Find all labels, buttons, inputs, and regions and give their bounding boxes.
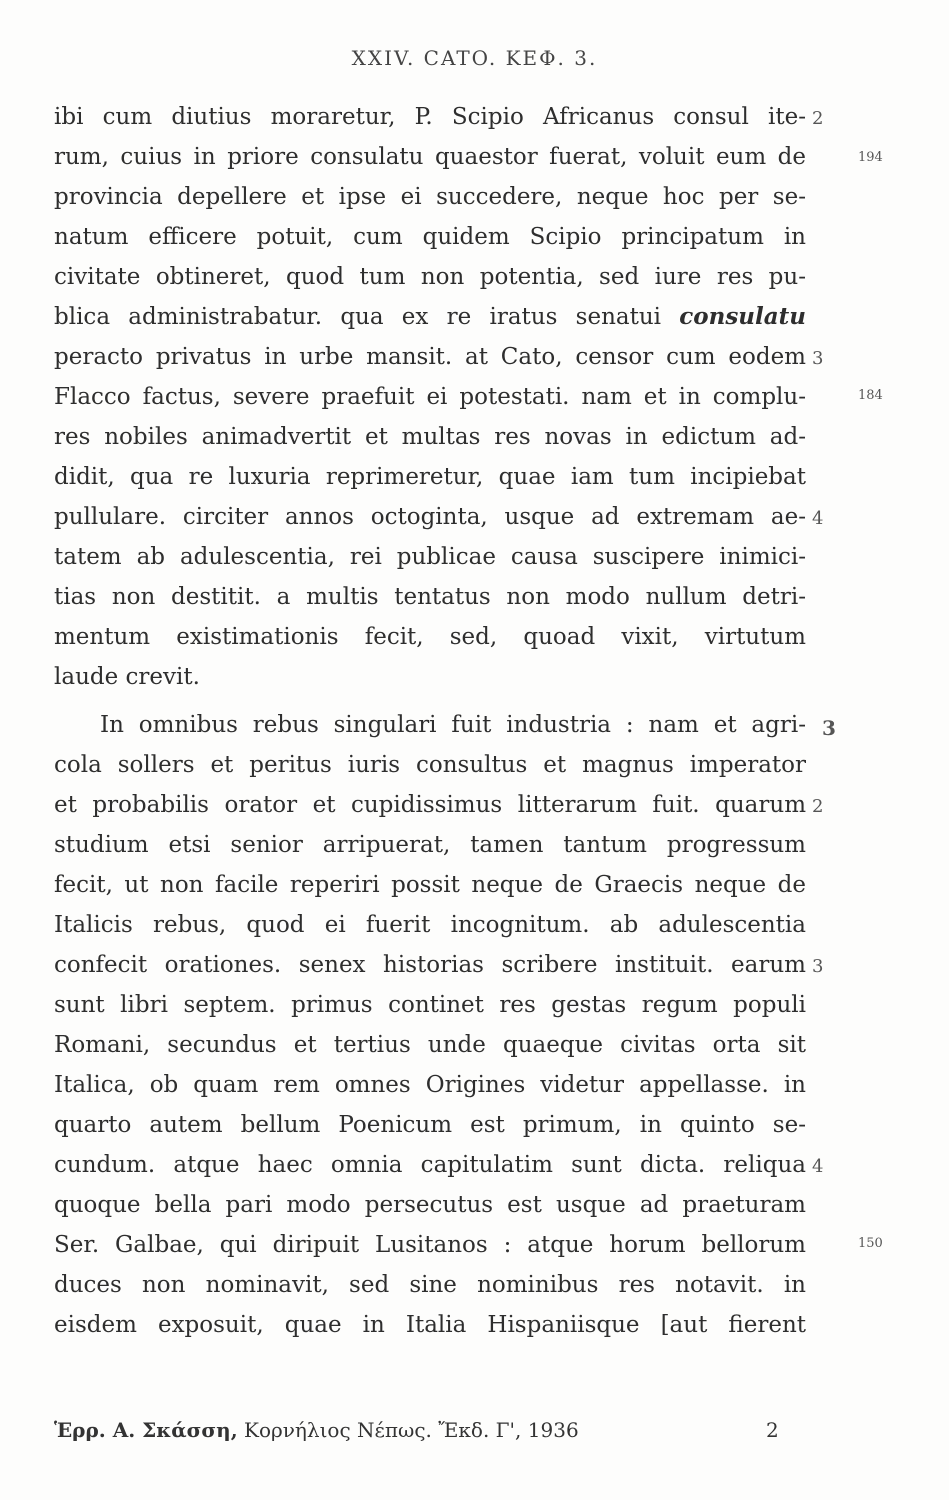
text-line: didit, qua re luxuria reprimeretur, quae iam tum incipiebat — [54, 464, 806, 490]
text-line: confecit orationes. senex historias scribere instituit. earum — [54, 952, 806, 978]
text-line: quarto autem bellum Poenicum est primum, in quinto se- — [54, 1112, 806, 1138]
section-number: 2 — [812, 796, 824, 817]
text-line: sunt libri septem. primus continet res gestas regum populi — [54, 992, 806, 1018]
text-line: quoque bella pari modo persecutus est usque ad praeturam — [54, 1192, 806, 1218]
text-line: tias non destitit. a multis tentatus non modo nullum detri- — [54, 584, 806, 610]
margin-year: 194 — [858, 150, 883, 165]
text-line: provincia depellere et ipse ei succedere, neque hoc per se- — [54, 184, 806, 210]
text-line: tatem ab adulescentia, rei publicae causa suscipere inimici- — [54, 544, 806, 570]
text-line: rum, cuius in priore consulatu quaestor fuerat, voluit eum de — [54, 144, 806, 170]
text-line: cola sollers et peritus iuris consultus et magnus imperator — [54, 752, 806, 778]
text-line: ibi cum diutius moraretur, P. Scipio Africanus consul ite- — [54, 104, 806, 130]
text-line: In omnibus rebus singulari fuit industria : nam et agri- — [100, 712, 806, 738]
text-line: natum efficere potuit, cum quidem Scipio principatum in — [54, 224, 806, 250]
section-number: 4 — [812, 1156, 824, 1177]
chapter-number: 3 — [822, 716, 836, 740]
text-segment: blica administrabatur. qua ex re iratus senatui — [54, 304, 662, 330]
page-footer — [54, 1418, 784, 1442]
text-line: Flacco factus, severe praefuit ei potestati. nam et in complu- — [54, 384, 806, 410]
text-line: peracto privatus in urbe mansit. at Cato, censor cum eodem — [54, 344, 806, 370]
text-line: Italicis rebus, quod ei fuerit incognitum. ab adulescentia — [54, 912, 806, 938]
text-line: duces non nominavit, sed sine nominibus res notavit. in — [54, 1272, 806, 1298]
text-line: Romani, secundus et tertius unde quaeque civitas orta sit — [54, 1032, 806, 1058]
text-line: res nobiles animadvertit et multas res novas in edictum ad- — [54, 424, 806, 450]
text-line: studium etsi senior arripuerat, tamen tantum progressum — [54, 832, 806, 858]
text-line: Ser. Galbae, qui diripuit Lusitanos : atque horum bellorum — [54, 1232, 806, 1258]
text-line: pullulare. circiter annos octoginta, usque ad extremam ae- — [54, 504, 806, 530]
margin-year: 184 — [858, 388, 883, 403]
text-line: eisdem exposuit, quae in Italia Hispaniisque [aut fierent — [54, 1312, 806, 1338]
text-line: civitate obtineret, quod tum non potentia, sed iure res pu- — [54, 264, 806, 290]
signature-number: 2 — [766, 1418, 779, 1442]
text-line: Italica, ob quam rem omnes Origines videtur appellasse. in — [54, 1072, 806, 1098]
section-number: 2 — [812, 108, 824, 129]
italic-phrase: consulatu — [679, 303, 806, 330]
text-line: cundum. atque haec omnia capitulatim sunt dicta. reliqua — [54, 1152, 806, 1178]
text-line-with-italic — [54, 297, 806, 337]
section-number: 4 — [812, 508, 824, 529]
section-number: 3 — [812, 956, 824, 977]
book-title: Κορνήλιος Νέπως. Ἔκδ. Γ', 1936 — [244, 1418, 579, 1442]
margin-year: 150 — [858, 1236, 883, 1251]
section-number: 3 — [812, 348, 824, 369]
text-line: mentum existimationis fecit, sed, quoad vixit, virtutum — [54, 624, 806, 650]
text-line: laude crevit. — [54, 664, 200, 690]
publisher-name: Ἑρρ. Α. Σκάσση, — [54, 1418, 238, 1442]
text-line: et probabilis orator et cupidissimus litterarum fuit. quarum — [54, 792, 806, 818]
text-line: fecit, ut non facile reperiri possit neque de Graecis neque de — [54, 872, 806, 898]
running-header: XXIV. CATO. ΚΕΦ. 3. — [351, 46, 598, 70]
